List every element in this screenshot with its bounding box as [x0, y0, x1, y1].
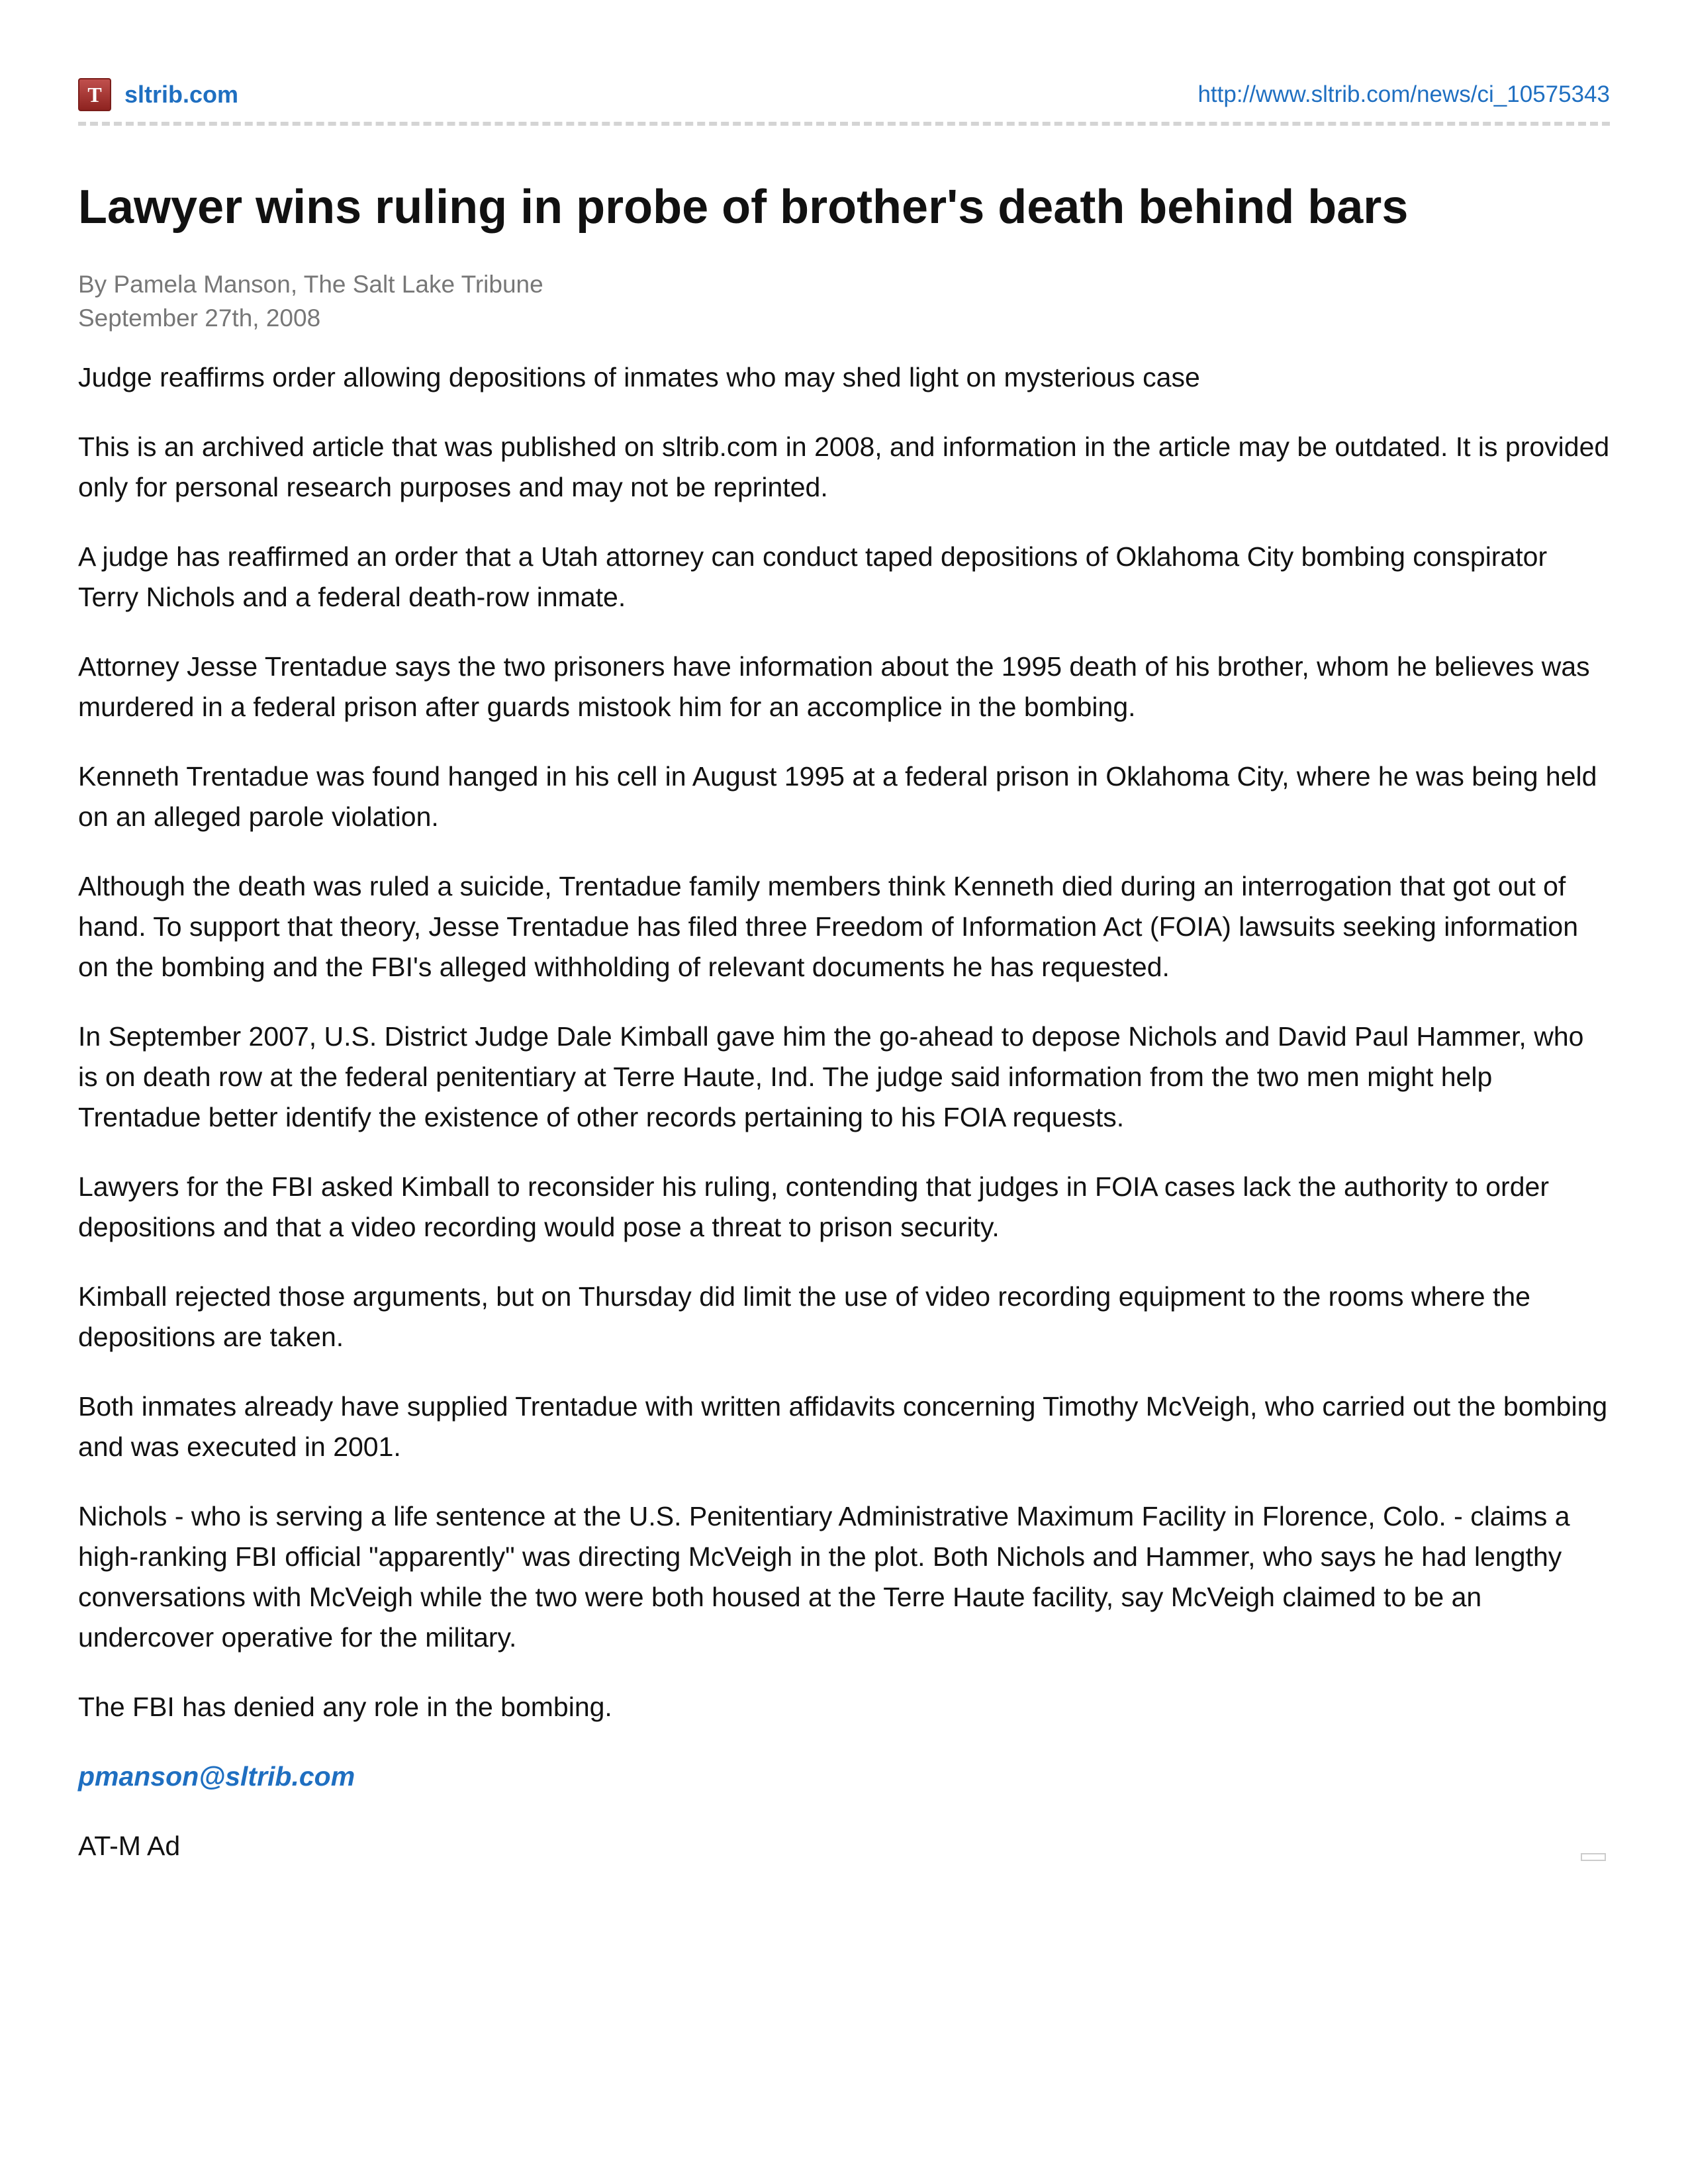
article-body — [78, 357, 1610, 1895]
article-byline: By Pamela Manson, The Salt Lake Tribune — [78, 271, 543, 298]
author-email-link[interactable]: pmanson@sltrib.com — [78, 1761, 355, 1792]
site-name-link[interactable]: sltrib.com — [124, 81, 239, 108]
author-email-line — [78, 1756, 1610, 1797]
article-paragraph: Although the death was ruled a suicide, Trentadue family members think Kenneth died during an interrogation that got out of hand. To support that theory, Jesse Trentadue has filed three Freedom of Information Act (FOIA) lawsuits seeking information on the bombing and the FBI's alleged withholding of relevant documents he has requested. — [78, 871, 1579, 982]
article-paragraph: In September 2007, U.S. District Judge Dale Kimball gave him the go-ahead to depose Nichols and David Paul Hammer, who is on death row at the federal penitentiary at Terre Haute, Ind. The judge said information from the two men might help Trentadue better identify the existence of other records pertaining to his FOIA requests. — [78, 1021, 1584, 1132]
article-title: Lawyer wins ruling in probe of brother's death behind bars — [78, 181, 1409, 234]
article-paragraph: Kenneth Trentadue was found hanged in his cell in August 1995 at a federal prison in Oklahoma City, where he was being held on an alleged parole violation. — [78, 761, 1597, 832]
article-paragraph: Nichols - who is serving a life sentence at the U.S. Penitentiary Administrative Maximum Facility in Florence, Colo. - claims a high-ranking FBI official "apparently" was directing McVeigh in the plot. Both Nichols and Hammer, who says he had lengthy conversations with McVeigh while the two were both housed at the Terre Haute facility, say McVeigh claimed to be an undercover operative for the military. — [78, 1501, 1570, 1653]
article-paragraph: Attorney Jesse Trentadue says the two prisoners have information about the 1995 death of his brother, whom he believes was murdered in a federal prison after guards mistook him for an accomplice in the bombing. — [78, 651, 1590, 722]
archive-notice: This is an archived article that was published on sltrib.com in 2008, and information in the article may be outdated. It is provided only for personal research purposes and may not be reprinted. — [78, 432, 1610, 502]
article-paragraph: A judge has reaffirmed an order that a Utah attorney can conduct taped depositions of Oklahoma City bombing conspirator Terry Nichols and a federal death-row inmate. — [78, 541, 1548, 612]
article-paragraph: Kimball rejected those arguments, but on Thursday did limit the use of video recording equipment to the rooms where the depositions are taken. — [78, 1281, 1530, 1352]
article-paragraph: Lawyers for the FBI asked Kimball to reconsider his ruling, contending that judges in FOIA cases lack the authority to order depositions and that a video recording would pose a threat to prison security. — [78, 1171, 1549, 1242]
article-url-link[interactable]: http://www.sltrib.com/news/ci_10575343 — [1197, 81, 1610, 107]
site-header — [78, 77, 1610, 114]
svg-text:T: T — [87, 83, 102, 107]
article-paragraph: Both inmates already have supplied Trentadue with written affidavits concerning Timothy McVeigh, who carried out the bombing and was executed in 2001. — [78, 1391, 1608, 1462]
article-meta — [78, 267, 543, 335]
article-paragraph: The FBI has denied any role in the bombing. — [78, 1692, 612, 1722]
article-subhead: Judge reaffirms order allowing depositions of inmates who may shed light on mysterious case — [78, 362, 1200, 392]
tribune-logo-icon[interactable] — [78, 78, 111, 111]
tribune-logo-glyph — [81, 81, 108, 108]
ad-label: AT-M Ad — [78, 1831, 181, 1861]
header-divider — [78, 122, 1610, 126]
article-date: September 27th, 2008 — [78, 304, 321, 332]
ad-placeholder[interactable] — [1581, 1853, 1606, 1861]
